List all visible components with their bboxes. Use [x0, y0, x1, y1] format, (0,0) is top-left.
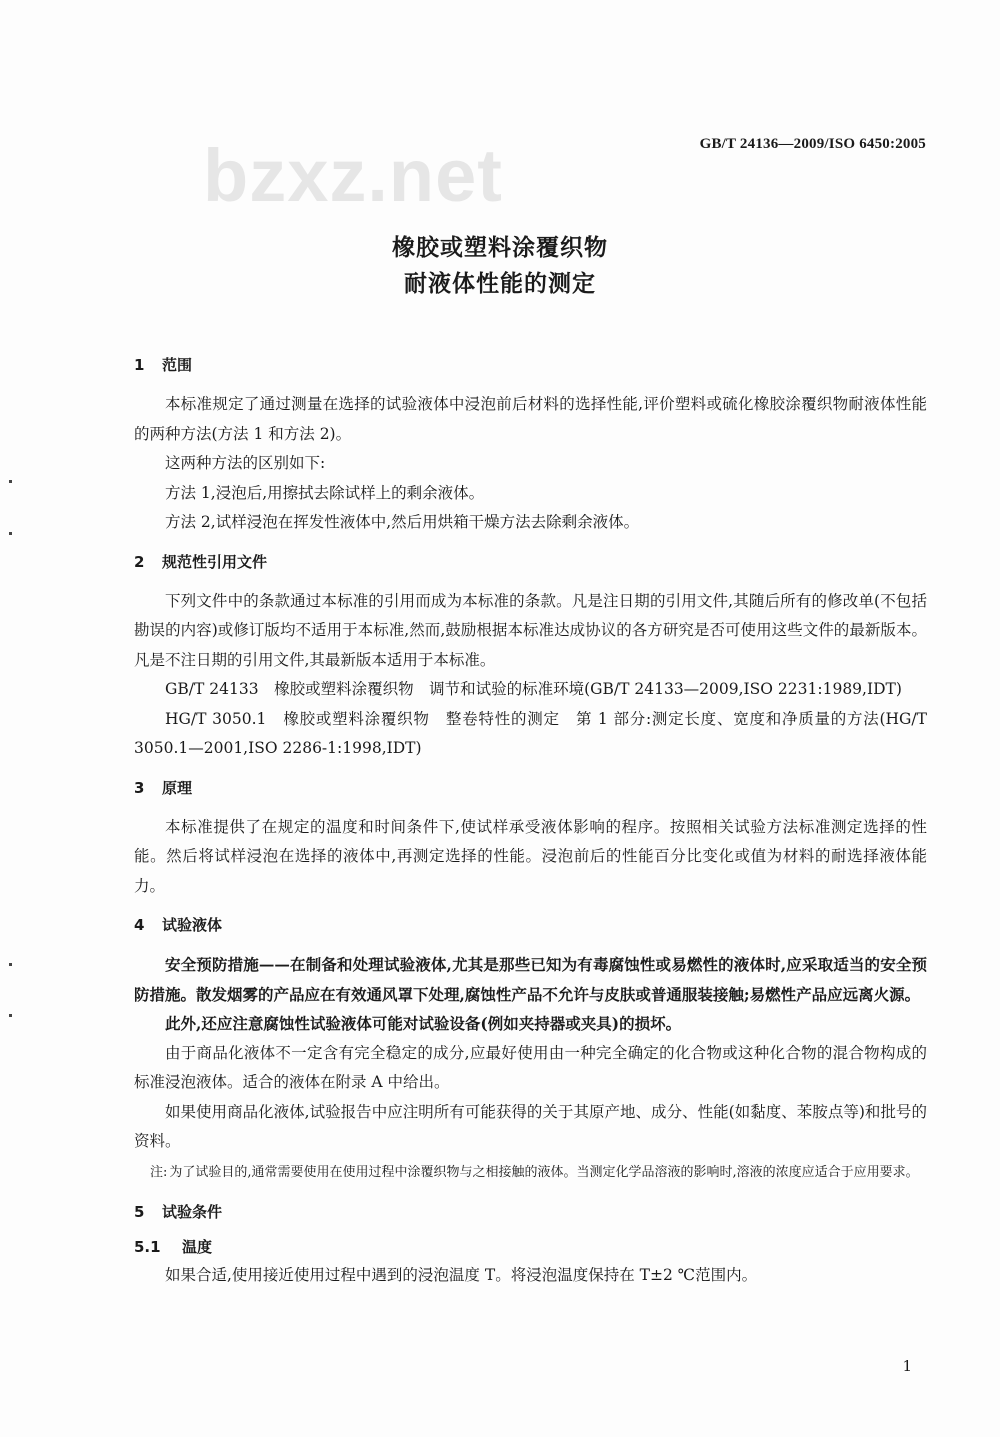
normative-reference: HG/T 3050.1 橡胶或塑料涂覆织物 整卷特性的测定 第 1 部分:测定长度、宽度和净质量的方法(HG/T 3050.1—2001,ISO 2286-1:1998,IDT) — [134, 709, 927, 757]
document-title-line2: 耐液体性能的测定 — [404, 271, 596, 297]
page-number: 1 — [902, 1357, 912, 1375]
section-title: 原理 — [162, 778, 193, 797]
normative-reference: GB/T 24133 橡胶或塑料涂覆织物 调节和试验的标准环境(GB/T 24133—2009,ISO 2231:1989,IDT) — [165, 680, 902, 698]
paragraph: 方法 1,浸泡后,用擦拭去除试样上的剩余液体。 — [165, 483, 485, 502]
note-text: 为了试验目的,通常需要使用在使用过程中涂覆织物与之相接触的液体。当测定化学品溶液的影响时,溶液的浓度应适合于应用要求。 — [169, 1164, 919, 1180]
section-heading — [134, 549, 927, 576]
section-number: 5 — [134, 1202, 145, 1221]
subsection-number: 5.1 — [134, 1237, 161, 1256]
section-title: 试验液体 — [162, 916, 223, 934]
margin-mark — [9, 1014, 12, 1017]
paragraph: 这两种方法的区别如下: — [165, 454, 326, 472]
section-heading — [134, 912, 927, 939]
paragraph: 如果使用商品化液体,试验报告中应注明所有可能获得的关于其原产地、成分、性能(如黏度、苯胺点等)和批号的资料。 — [134, 1102, 927, 1150]
paragraph: 本标准提供了在规定的温度和时间条件下,使试样承受液体影响的程序。按照相关试验方法标准测定选择的性能。然后将试样浸泡在选择的液体中,再测定选择的性能。浸泡前后的性能百分比变化或值为材料的耐选择液体能力。 — [134, 817, 927, 895]
section-heading — [134, 352, 927, 379]
subsection-heading — [134, 1234, 927, 1261]
watermark: bzxz.net — [203, 134, 503, 217]
paragraph: 如果合适,使用接近使用过程中遇到的浸泡温度 T。将浸泡温度保持在 T±2 ℃范围内。 — [165, 1265, 758, 1284]
margin-mark — [9, 532, 12, 535]
margin-mark — [9, 963, 12, 966]
paragraph: 由于商品化液体不一定含有完全稳定的成分,应最好使用由一种完全确定的化合物或这种化合物的混合物构成的标准浸泡液体。适合的液体在附录 A 中给出。 — [134, 1043, 927, 1091]
paragraph: 方法 2,试样浸泡在挥发性液体中,然后用烘箱干燥方法去除剩余液体。 — [165, 513, 640, 531]
section-number: 2 — [134, 552, 145, 571]
section-number: 1 — [134, 356, 145, 374]
section-heading — [134, 1199, 927, 1226]
paragraph: 下列文件中的条款通过本标准的引用而成为本标准的条款。凡是注日期的引用文件,其随后所有的修改单(不包括勘误的内容)或修订版均不适用于本标准,然而,鼓励根据本标准达成协议的各方研究是否可使用这些文件的最新版本。凡是不注日期的引用文件,其最新版本适用于本标准。 — [134, 591, 927, 669]
section-number: 3 — [134, 778, 145, 797]
section-heading — [134, 775, 927, 802]
section-title: 范围 — [162, 356, 193, 374]
subsection-title: 温度 — [182, 1237, 213, 1256]
document-body — [134, 352, 927, 1290]
safety-warning: 此外,还应注意腐蚀性试验液体可能对试验设备(例如夹持器或夹具)的损坏。 — [165, 1014, 682, 1033]
note — [134, 1160, 927, 1185]
margin-mark — [9, 480, 12, 483]
section-number: 4 — [134, 916, 145, 934]
section-title: 规范性引用文件 — [162, 552, 268, 571]
section-title: 试验条件 — [162, 1202, 223, 1221]
paragraph: 本标准规定了通过测量在选择的试验液体中浸泡前后材料的选择性能,评价塑料或硫化橡胶涂覆织物耐液体性能的两种方法(方法 1 和方法 2)。 — [134, 395, 927, 443]
standard-code: GB/T 24136—2009/ISO 6450:2005 — [699, 136, 926, 152]
document-title-line1: 橡胶或塑料涂覆织物 — [392, 235, 608, 261]
note-label: 注: — [150, 1164, 168, 1180]
safety-warning: 安全预防措施——在制备和处理试验液体,尤其是那些已知为有毒腐蚀性或易燃性的液体时,应采取适当的安全预防措施。散发烟雾的产品应在有效通风罩下处理,腐蚀性产品不允许与皮肤或普通服装接触;易燃性产品应远离火源。 — [134, 955, 927, 1004]
